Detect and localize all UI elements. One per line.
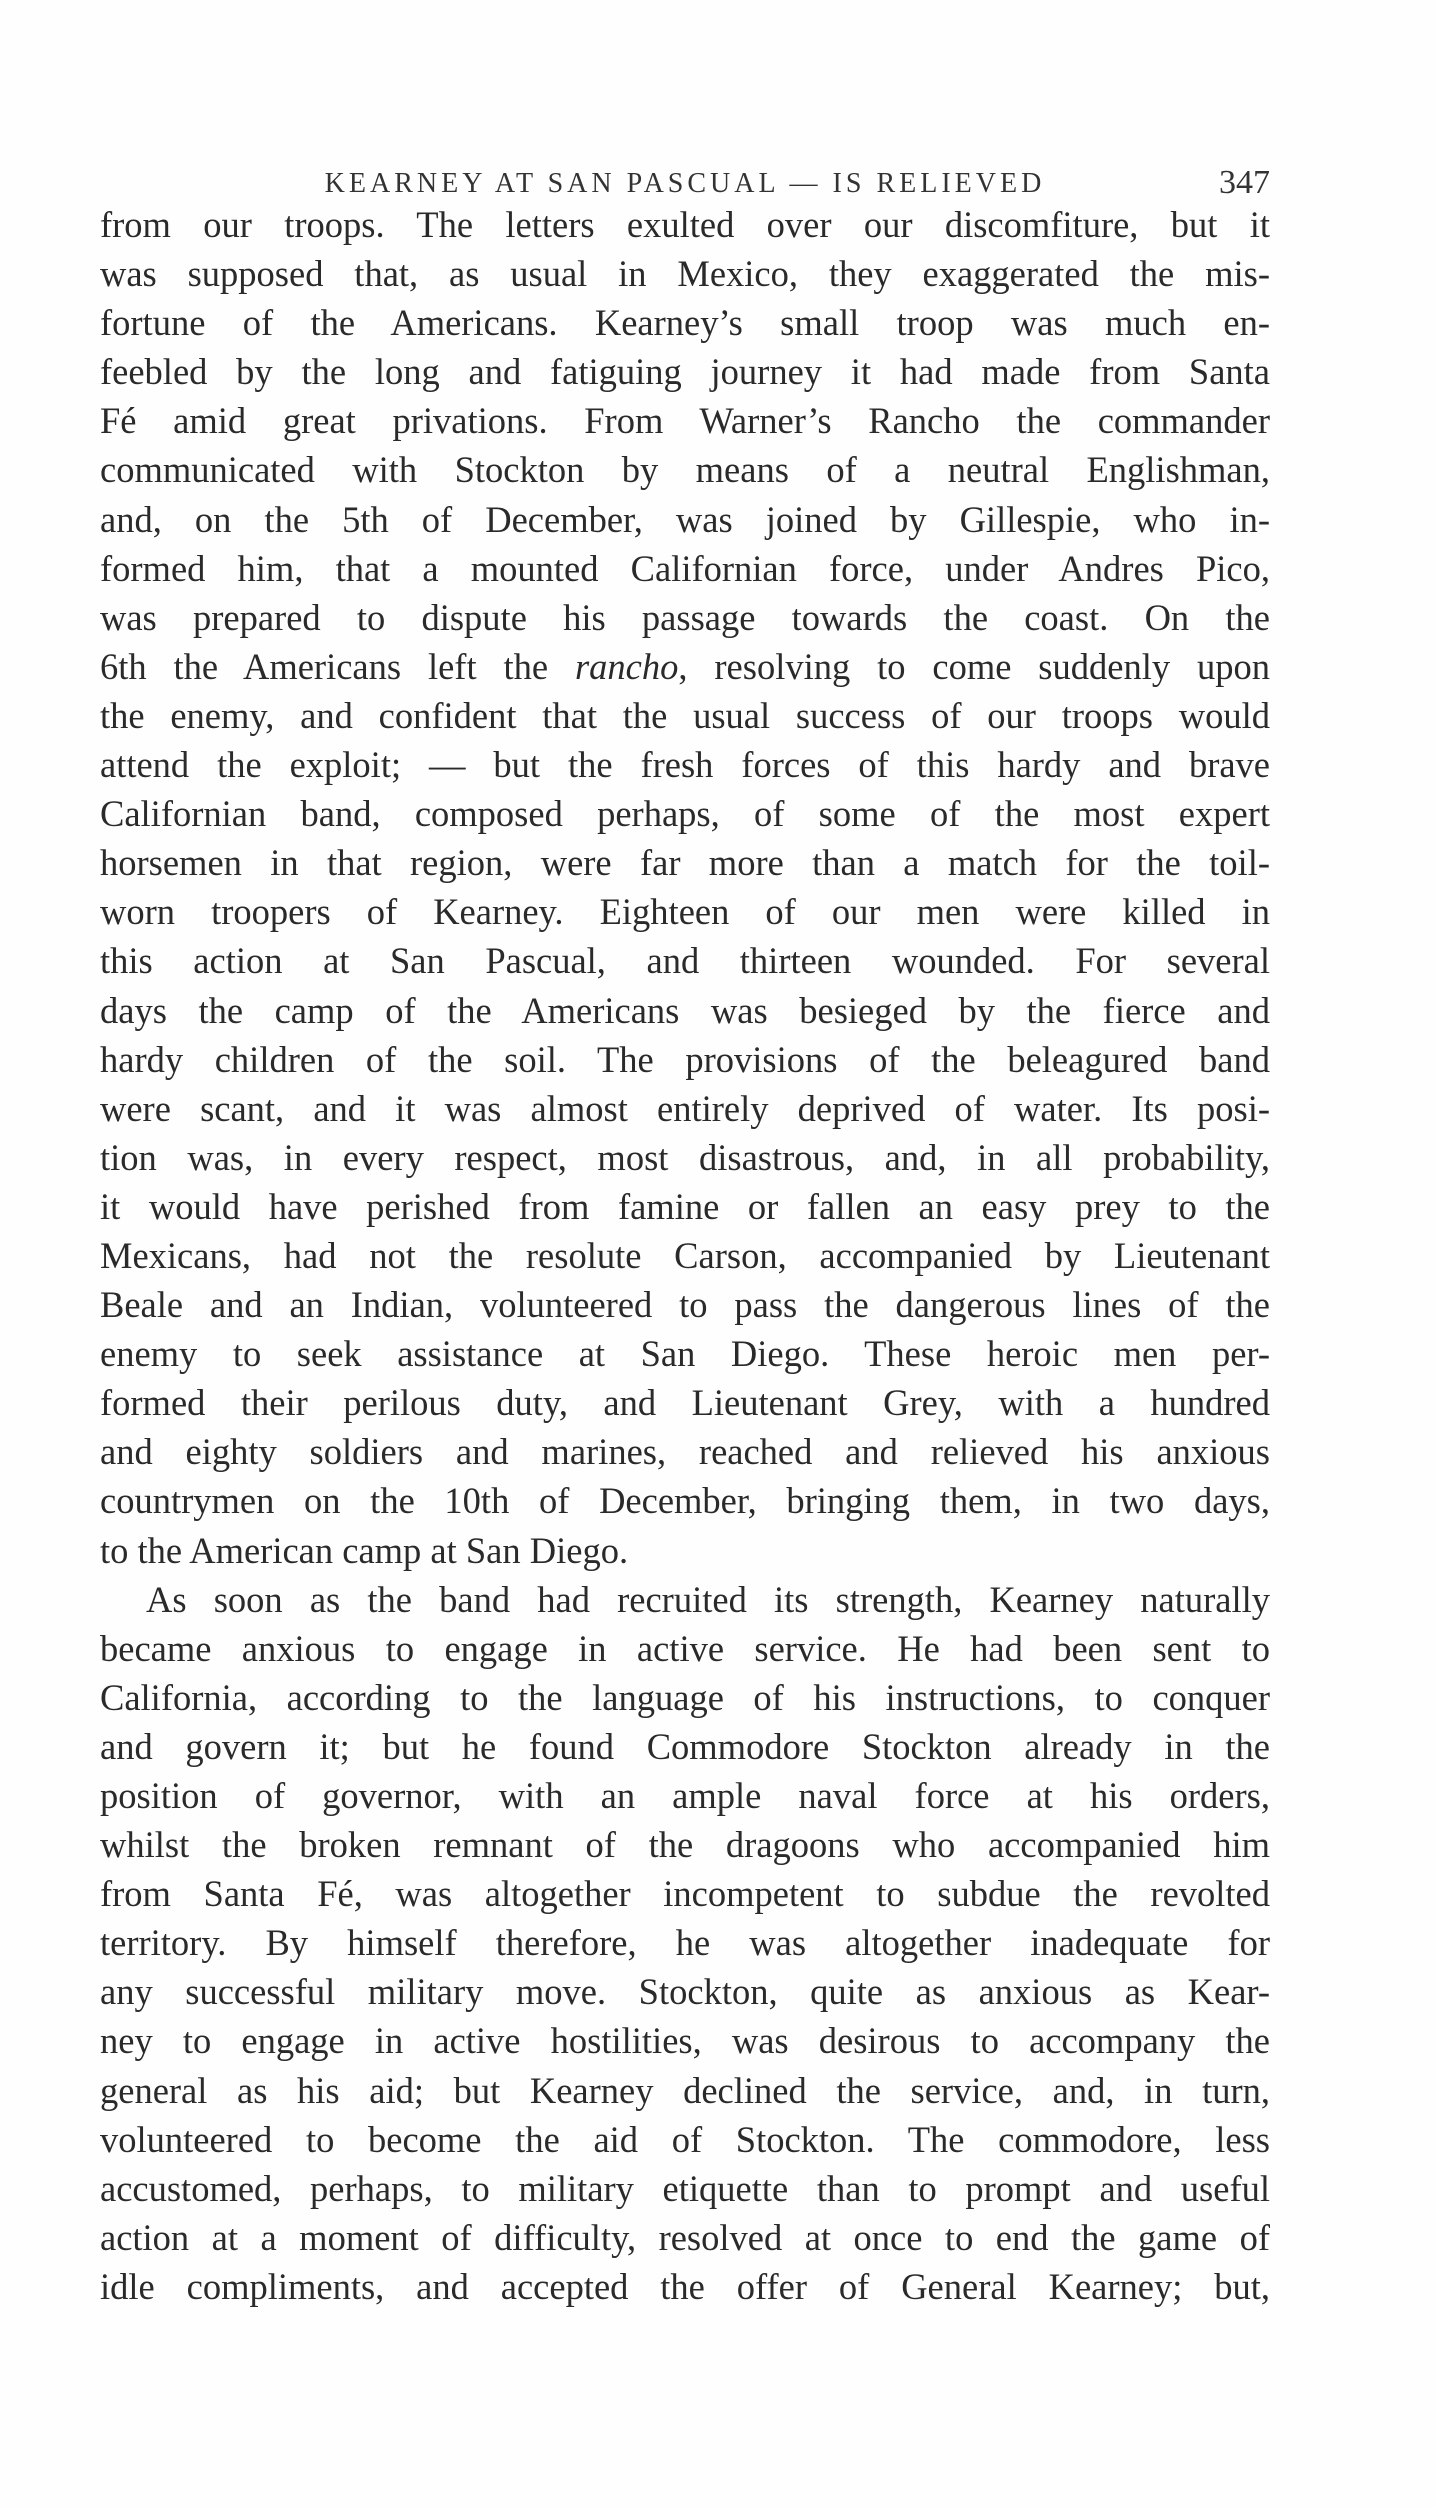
text-line: to the American camp at San Diego. bbox=[100, 1529, 629, 1571]
text-line: tion was, in every respect, most disastrous, and, in all probability, bbox=[100, 1136, 1270, 1178]
text-line: was supposed that, as usual in Mexico, they exaggerated the mis- bbox=[100, 253, 1270, 295]
text-line: feebled by the long and fatiguing journey it had made from Santa bbox=[100, 351, 1270, 393]
text-line: was prepared to dispute his passage towards the coast. On the bbox=[100, 596, 1270, 638]
running-title: KEARNEY AT SAN PASCUAL — IS RELIEVED bbox=[324, 168, 1046, 199]
text-line: formed him, that a mounted Californian force, under Andres Pico, bbox=[100, 547, 1270, 589]
text-line: As soon as the band had recruited its strength, Kearney naturally bbox=[146, 1578, 1270, 1620]
text-line: territory. By himself therefore, he was altogether inadequate for bbox=[100, 1922, 1270, 1964]
text-line: accustomed, perhaps, to military etiquette than to prompt and useful bbox=[100, 2167, 1270, 2209]
text-line: became anxious to engage in active service. He had been sent to bbox=[100, 1627, 1270, 1669]
text-line: Beale and an Indian, volunteered to pass the dangerous lines of the bbox=[100, 1284, 1270, 1326]
text-line: Fé amid great privations. From Warner’s Rancho the commander bbox=[100, 400, 1270, 442]
text-line: it would have perished from famine or fallen an easy prey to the bbox=[100, 1185, 1270, 1227]
text-line: volunteered to become the aid of Stockton. The commodore, less bbox=[100, 2118, 1270, 2160]
line-segment: 6th the Americans left the bbox=[100, 645, 575, 687]
body-text bbox=[100, 200, 1270, 2311]
page-number: 347 bbox=[1219, 164, 1270, 201]
text-line: ney to engage in active hostilities, was desirous to accompany the bbox=[100, 2020, 1270, 2062]
text-line: Mexicans, had not the resolute Carson, accompanied by Lieutenant bbox=[100, 1234, 1270, 1276]
text-line: whilst the broken remnant of the dragoons who accompanied him bbox=[100, 1824, 1270, 1866]
text-line: general as his aid; but Kearney declined the service, and, in turn, bbox=[100, 2069, 1270, 2111]
text-line: and eighty soldiers and marines, reached and relieved his anxious bbox=[100, 1431, 1270, 1473]
text-line: hardy children of the soil. The provisions of the beleagured band bbox=[100, 1038, 1270, 1080]
text-line: from our troops. The letters exulted over our discomfiture, but it bbox=[100, 204, 1270, 245]
text-line: from Santa Fé, was altogether incompetent to subdue the revolted bbox=[100, 1873, 1270, 1915]
line-segment: , resolving to come suddenly upon bbox=[678, 645, 1270, 687]
text-line: this action at San Pascual, and thirteen wounded. For several bbox=[100, 940, 1270, 982]
text-line: days the camp of the Americans was besieged by the fierce and bbox=[100, 989, 1270, 1031]
text-line: and, on the 5th of December, was joined by Gillespie, who in- bbox=[100, 498, 1270, 540]
text-line-with-italic bbox=[100, 642, 1270, 691]
text-line: and govern it; but he found Commodore Stockton already in the bbox=[100, 1725, 1270, 1767]
text-line: fortune of the Americans. Kearney’s small troop was much en- bbox=[100, 302, 1270, 344]
text-line: were scant, and it was almost entirely deprived of water. Its posi- bbox=[100, 1087, 1270, 1129]
text-line: enemy to seek assistance at San Diego. These heroic men per- bbox=[100, 1333, 1270, 1375]
text-line: Californian band, composed perhaps, of some of the most expert bbox=[100, 793, 1270, 835]
text-line: idle compliments, and accepted the offer of General Kearney; but, bbox=[100, 2265, 1270, 2307]
text-line: the enemy, and confident that the usual success of our troops would bbox=[100, 694, 1270, 736]
text-line: worn troopers of Kearney. Eighteen of our men were killed in bbox=[100, 891, 1270, 933]
text-line: any successful military move. Stockton, quite as anxious as Kear- bbox=[100, 1971, 1270, 2013]
text-line: horsemen in that region, were far more than a match for the toil- bbox=[100, 842, 1270, 884]
text-line: countrymen on the 10th of December, bringing them, in two days, bbox=[100, 1480, 1270, 1522]
text-line: action at a moment of difficulty, resolved at once to end the game of bbox=[100, 2216, 1270, 2258]
text-line: formed their perilous duty, and Lieutenant Grey, with a hundred bbox=[100, 1382, 1270, 1424]
text-line: attend the exploit; — but the fresh forces of this hardy and brave bbox=[100, 744, 1270, 786]
italic-word: rancho bbox=[574, 645, 679, 687]
text-line: California, according to the language of his instructions, to conquer bbox=[100, 1676, 1270, 1718]
text-line: communicated with Stockton by means of a neutral Englishman, bbox=[100, 449, 1270, 491]
text-line: position of governor, with an ample naval force at his orders, bbox=[100, 1775, 1270, 1816]
